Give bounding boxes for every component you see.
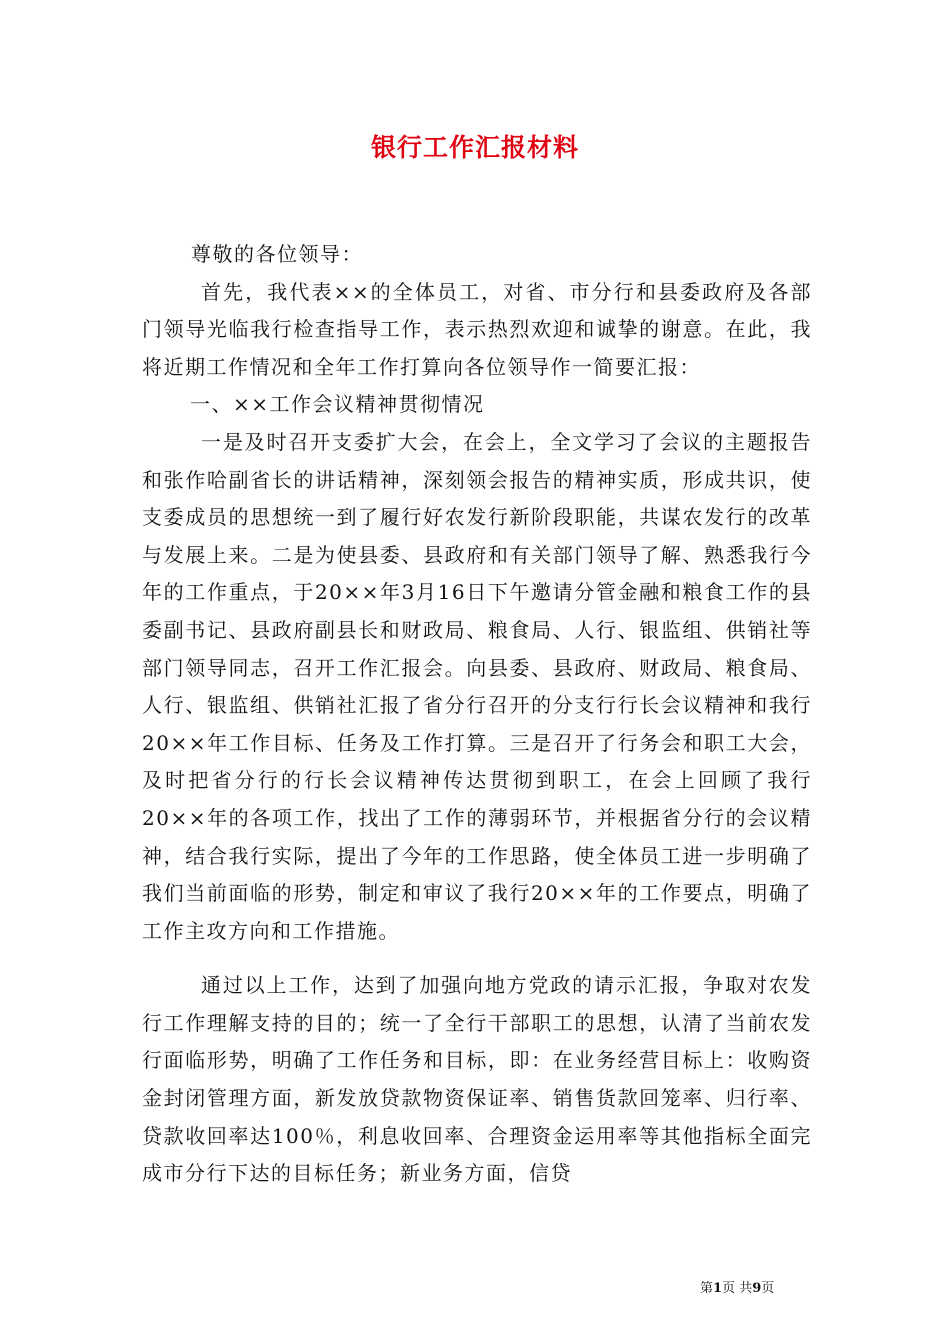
document-body [142,236,812,1193]
section-heading: 一、××工作会议精神贯彻情况 [190,392,485,417]
total-pages-number: 9 [752,1281,762,1296]
footer-prefix: 第 [700,1281,714,1296]
footer-middle: 页 共 [722,1281,753,1296]
salutation: 尊敬的各位领导： [191,242,363,266]
footer-suffix: 页 [761,1281,775,1296]
current-page-number: 1 [713,1281,723,1296]
page-number-footer [700,1280,860,1298]
paragraph-results: 通过以上工作，达到了加强向地方党政的请示汇报，争取对农发行工作理解支持的目的；统一了全行干部职工的思想，认清了当前农发行面临形势，明确了工作任务和目标，即：在业务经营目标上：收购资金封闭管理方面，新发放贷款物资保证率、销售货款回笼率、归行率、贷款收回率达100％，利息收回率、合理资金运用率等其他指标全面完成市分行下达的目标任务；新业务方面，信贷 [142,973,812,1186]
paragraph-meeting-implementation: 一是及时召开支委扩大会，在会上，全文学习了会议的主题报告和张作哈副省长的讲话精神，深刻领会报告的精神实质，形成共识，使支委成员的思想统一到了履行好农发行新阶段职能，共谋农发行的改革与发展上来。二是为使县委、县政府和有关部门领导了解、熟悉我行今年的工作重点，于20××年3月16日下午邀请分管金融和粮食工作的县委副书记、县政府副县长和财政局、粮食局、人行、银监组、供销社等部门领导同志，召开工作汇报会。向县委、县政府、财政局、粮食局、人行、银监组、供销社汇报了省分行召开的分支行行长会议精神和我行20××年工作目标、任务及工作打算。三是召开了行务会和职工大会，及时把省分行的行长会议精神传达贯彻到职工，在会上回顾了我行20××年的各项工作，找出了工作的薄弱环节，并根据省分行的会议精神，结合我行实际，提出了今年的工作思路，使全体员工进一步明确了我们当前面临的形势，制定和审议了我行20××年的工作要点，明确了工作主攻方向和工作措施。 [142,429,812,943]
paragraph-intro: 首先，我代表××的全体员工，对省、市分行和县委政府及各部门领导光临我行检查指导工作，表示热烈欢迎和诚挚的谢意。在此，我将近期工作情况和全年工作打算向各位领导作一简要汇报： [142,279,812,379]
document-title: 银行工作汇报材料 [370,133,579,162]
